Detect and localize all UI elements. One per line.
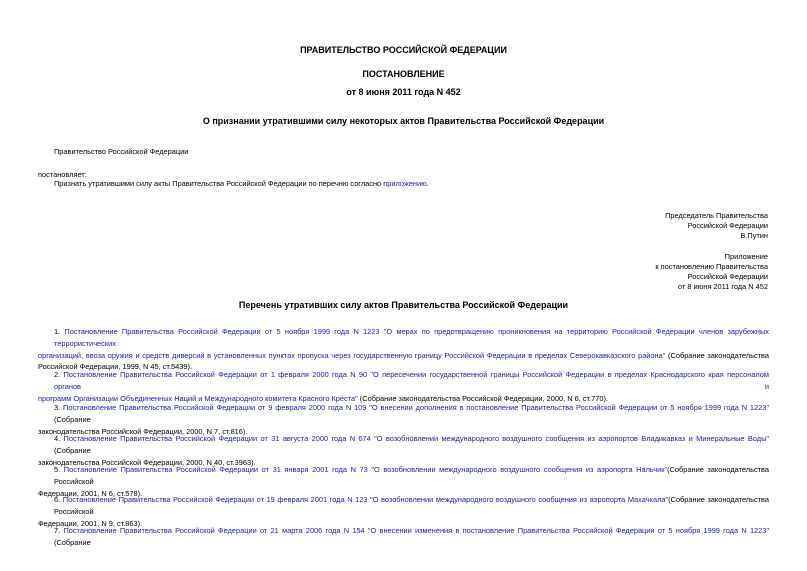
act-link[interactable]: Постановление Правительства Российской Федерации от 31 января 2001 года N 73 "О возобновлении международного воздушного сообщения из аэропорта Нальчик" [63,465,668,474]
item-source-continued: Федерации, 2001, N 9, ст.863). [38,518,143,528]
act-link[interactable]: Постановление Правительства Российской Федерации от 19 февраля 2001 года N 123 "О возобновлении международного воздушного сообщения из аэропорта Махачкала" [62,495,669,504]
issuer-title: ПРАВИТЕЛЬСТВО РОССИЙСКОЙ ФЕДЕРАЦИИ [300,45,507,55]
appendix-line3: Российской Федерации [687,272,768,281]
item-number: 6. [54,495,63,504]
item-number: 2. [54,370,64,379]
act-link[interactable]: Постановление Правительства Российской Федерации от 31 августа 2000 года N 674 "О возобновлении международного воздушного сообщения из аэропортов Владикавказ и Минеральные Воды" [63,434,770,443]
signature-position: Председатель Правительства [665,211,768,220]
list-title: Перечень утративших силу актов Правительства Российской Федерации [238,300,569,310]
item-source: (Собрание [54,537,91,547]
item-source-continued: Федерации, 2001, N 6, ст.578). [38,488,143,498]
item-source-continued: Российской Федерации, 1999, N 45, ст.5439). [38,362,193,372]
signature-name: В.Путин [740,231,768,240]
item-number: 4. [54,434,64,443]
act-link-continued[interactable]: организаций, ввоза оружия и средств диверсий в установленных пунктах пропуска через государственную границу Российской Федерации в пределах Северокавказского района" [38,350,666,360]
act-link[interactable]: Постановление Правительства Российской Федерации от 5 ноября 1999 года N 1223 "О мерах по предотвращению проникновения на территорию Российской Федерации членов зарубежных террористических [54,327,769,348]
preamble-text [54,178,429,190]
list-item [38,525,769,549]
list-item [38,326,769,373]
item-source-continued: законодательства Российской Федерации, 2000, N 40, ст.3963). [38,457,256,467]
act-link[interactable]: Постановление Правительства Российской Федерации от 1 февраля 2000 года N 90 "О пересечении государственной границы Российской Федерации в пределах Краснодарского края персоналом органов и [54,370,769,391]
item-source-continued: законодательства Российской Федерации, 2000, N 7, ст.816). [38,426,248,436]
appendix-line4: от 8 июня 2011 года N 452 [678,282,768,291]
signature-org: Российской Федерации [687,221,768,230]
list-item [38,369,769,404]
appendix-link[interactable]: приложению [383,179,427,188]
act-link[interactable]: Постановление Правительства Российской Федерации от 21 марта 2006 года N 154 "О внесении изменения в постановление Правительства Российской Федерации от 5 ноября 1999 года N 1223" [63,526,770,535]
preamble-subject: Правительство Российской Федерации [54,147,189,156]
appendix-line2: к постановлению Правительства [655,262,768,271]
item-number: 1. [54,327,65,336]
item-source: (Собрание законодательства Российской Федерации, 2000, N 6, ст.770). [357,393,608,403]
item-source: (Собрание [54,414,91,424]
item-source: (Собрание законодательства Российской [54,495,770,516]
act-link[interactable]: Постановление Правительства Российской Федерации от 9 февраля 2000 года N 109 "О внесении дополнения в постановление Правительства Российской Федерации от 5 ноября 1999 года N 1223" [63,403,769,412]
item-number: 7. [54,526,64,535]
item-number: 3. [54,403,64,412]
document-date-number: от 8 июня 2011 года N 452 [346,87,461,97]
document-type: ПОСТАНОВЛЕНИЕ [362,69,445,79]
preamble-text-after-link: . [426,179,429,188]
document-title: О признании утратившими силу некоторых актов Правительства Российской Федерации [202,116,605,126]
item-source: (Собрание [54,445,91,455]
appendix-label: Приложение [724,252,768,261]
item-source: (Собрание законодательства Российской [54,465,769,486]
preamble-decides: постановляет: [38,170,87,179]
item-number: 5. [54,465,64,474]
item-source: (Собрание законодательства [665,350,769,360]
preamble-text-before-link: Признать утратившими силу акты Правительства Российской Федерации по перечню согласно [54,179,384,188]
act-link-continued[interactable]: программ Организации Объединенных Наций и Международного комитета Красного Креста" [38,393,358,403]
